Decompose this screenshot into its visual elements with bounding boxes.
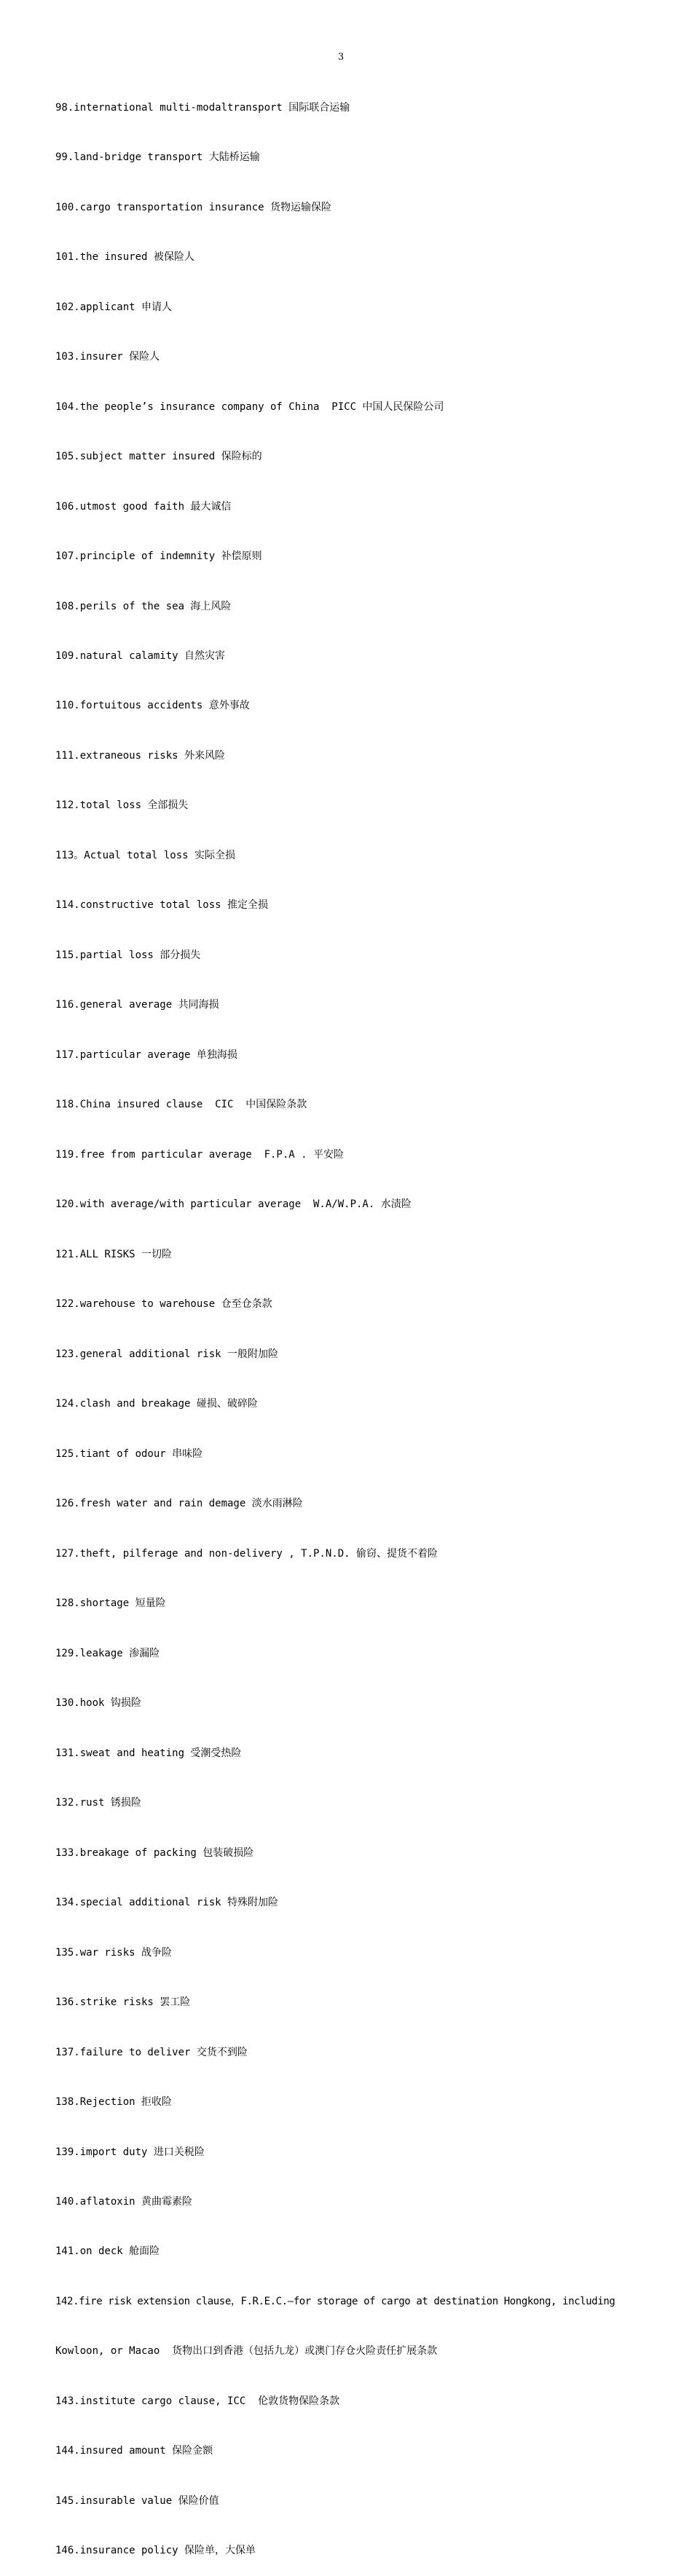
- glossary-entry-99: 99.land-bridge transport 大陆桥运输: [55, 151, 260, 164]
- glossary-entry-100: 100.cargo transportation insurance 货物运输保险: [55, 201, 332, 213]
- glossary-entry-129: 129.leakage 渗漏险: [55, 1647, 160, 1659]
- glossary-entry-107: 107.principle of indemnity 补偿原则: [55, 550, 262, 563]
- glossary-entry-112: 112.total loss 全部损失: [55, 799, 189, 812]
- glossary-entry-120: 120.with average/with particular average W.A/W.P.A. 水渍险: [55, 1198, 412, 1211]
- glossary-entry-105: 105.subject matter insured 保险标的: [55, 451, 262, 463]
- glossary-entry-127: 127.theft, pilferage and non-delivery , T.P.N.D. 偷窃、提货不着险: [55, 1547, 439, 1560]
- glossary-entry-145: 145.insurable value 保险价值: [55, 2494, 219, 2507]
- glossary-entry-126: 126.fresh water and rain demage 淡水雨淋险: [55, 1498, 303, 1510]
- glossary-entry-117: 117.particular average 单独海损: [55, 1048, 237, 1061]
- glossary-entry-118: 118.China insured clause CIC 中国保险条款: [55, 1099, 307, 1111]
- glossary-entry-143: 143.institute cargo clause, ICC 伦敦货物保险条款: [55, 2395, 340, 2407]
- glossary-entry-103: 103.insurer 保险人: [55, 351, 160, 363]
- glossary-entry-134: 134.special additional risk 特殊附加险: [55, 1897, 279, 1909]
- glossary-entry-119: 119.free from particular average F.P.A . 平安险: [55, 1148, 345, 1161]
- glossary-entry-115: 115.partial loss 部分损失: [55, 949, 201, 961]
- glossary-entry-109: 109.natural calamity 自然灾害: [55, 649, 226, 662]
- glossary-entry-123: 123.general additional risk 一般附加险: [55, 1348, 279, 1360]
- glossary-entry-111: 111.extraneous risks 外来风险: [55, 749, 226, 762]
- glossary-entry-142-continued: Kowloon, or Macao 货物出口到香港（包括九龙）或澳门存仓火险责任扩展条款: [55, 2345, 438, 2358]
- glossary-entry-136: 136.strike risks 罢工险: [55, 1996, 191, 2009]
- glossary-entry-101: 101.the insured 被保险人: [55, 251, 194, 264]
- glossary-entry-128: 128.shortage 短量险: [55, 1597, 166, 1610]
- glossary-entry-121: 121.ALL RISKS 一切险: [55, 1248, 173, 1260]
- glossary-entry-110: 110.fortuitous accidents 意外事故: [55, 700, 250, 712]
- glossary-entry-108: 108.perils of the sea 海上风险: [55, 600, 232, 612]
- glossary-entry-144: 144.insured amount 保险金额: [55, 2445, 213, 2457]
- glossary-entry-132: 132.rust 锈损险: [55, 1797, 141, 1809]
- glossary-entry-141: 141.on deck 舱面险: [55, 2245, 160, 2258]
- glossary-entry-104: 104.the people’s insurance company of China PICC 中国人民保险公司: [55, 400, 444, 413]
- glossary-entry-133: 133.breakage of packing 包装破损险: [55, 1846, 254, 1859]
- glossary-entry-125: 125.tiant of odour 串味险: [55, 1447, 203, 1460]
- glossary-entry-137: 137.failure to deliver 交货不到险: [55, 2046, 248, 2058]
- glossary-entry-140: 140.aflatoxin 黄曲霉素险: [55, 2196, 193, 2208]
- glossary-list: [55, 66, 638, 2576]
- glossary-entry-122: 122.warehouse to warehouse 仓至仓条款: [55, 1298, 272, 1311]
- page-number: 3: [337, 52, 345, 63]
- glossary-entry-98: 98.international multi-modaltransport 国际联合运输: [55, 101, 350, 114]
- glossary-entry-124: 124.clash and breakage 碰损、破碎险: [55, 1398, 258, 1410]
- glossary-entry-138: 138.Rejection 拒收险: [55, 2096, 173, 2109]
- glossary-entry-113: 113。Actual total loss 实际全损: [55, 849, 236, 861]
- glossary-entry-139: 139.import duty 进口关税险: [55, 2146, 205, 2158]
- glossary-entry-142: 142.fire risk extension clause，F.R.E.C.—for storage of cargo at destination Hongkong, including: [55, 2295, 616, 2307]
- glossary-entry-135: 135.war risks 战争险: [55, 1946, 173, 1959]
- glossary-entry-146: 146.insurance policy 保险单，大保单: [55, 2545, 256, 2557]
- glossary-entry-114: 114.constructive total loss 推定全损: [55, 899, 269, 912]
- glossary-entry-130: 130.hook 钩损险: [55, 1697, 141, 1710]
- glossary-entry-106: 106.utmost good faith 最大诚信: [55, 500, 232, 513]
- glossary-entry-116: 116.general average 共同海损: [55, 999, 219, 1011]
- glossary-entry-131: 131.sweat and heating 受潮受热险: [55, 1747, 242, 1759]
- glossary-entry-102: 102.applicant 申请人: [55, 301, 173, 313]
